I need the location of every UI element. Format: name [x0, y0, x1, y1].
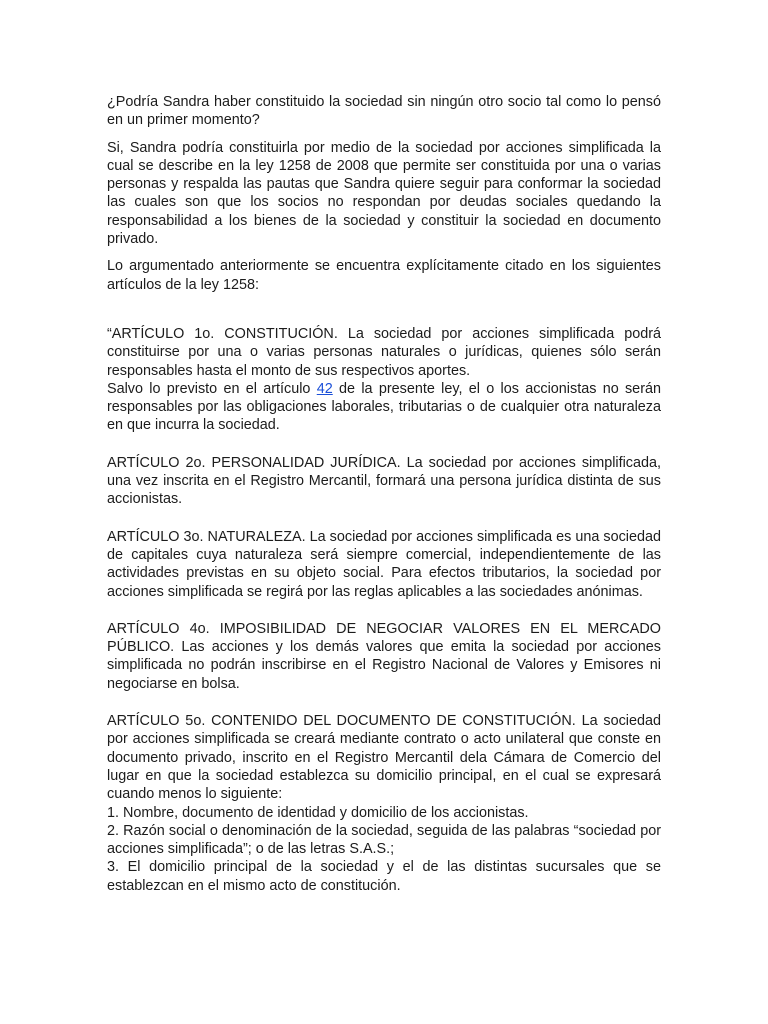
article-3: ARTÍCULO 3o. NATURALEZA. La sociedad por acciones simplificada es una sociedad de capitales cuya naturaleza será siempre comercial, independientemente de las actividades previstas en su objeto social. Para efectos tributarios, la sociedad por acciones simplificada se regirá por las reglas aplicables a las sociedades anónimas. — [107, 528, 661, 600]
article-1 — [107, 325, 661, 435]
article-5-item: 3. El domicilio principal de la sociedad y el de las distintas sucursales que se establezcan en el mismo acto de constitución. — [107, 859, 661, 894]
article-1-continuation — [107, 380, 661, 435]
article-4: ARTÍCULO 4o. IMPOSIBILIDAD DE NEGOCIAR VALORES EN EL MERCADO PÚBLICO. Las acciones y los demás valores que emita la sociedad por acciones simplificada no podrán inscribirse en el Registro Nacional de Valores y Emisores ni negociarse en bolsa. — [107, 620, 661, 692]
article-5-item: 1. Nombre, documento de identidad y domicilio de los accionistas. — [107, 804, 529, 821]
article-5 — [107, 712, 661, 895]
article-5-item: 2. Razón social o denominación de la sociedad, seguida de las palabras “sociedad por acciones simplificada”; o de las letras S.A.S.; — [107, 822, 661, 858]
question-paragraph: ¿Podría Sandra haber constituido la sociedad sin ningún otro socio tal como lo pensó en un primer momento? — [107, 94, 661, 129]
article-1-continuation-start: Salvo lo previsto en el artículo — [107, 380, 317, 397]
article-1-text: “ARTÍCULO 1o. CONSTITUCIÓN. La sociedad por acciones simplificada podrá constituirse por una o varias personas naturales o jurídicas, quienes sólo serán responsables hasta el monto de sus respectivos aportes. — [107, 325, 661, 379]
intro-paragraph: Lo argumentado anteriormente se encuentra explícitamente citado en los siguientes artículos de la ley 1258: — [107, 258, 661, 293]
document-page — [107, 93, 661, 895]
article-2: ARTÍCULO 2o. PERSONALIDAD JURÍDICA. La sociedad por acciones simplificada, una vez inscrita en el Registro Mercantil, formará una persona jurídica distinta de sus accionistas. — [107, 454, 661, 508]
article-5-text: ARTÍCULO 5o. CONTENIDO DEL DOCUMENTO DE CONSTITUCIÓN. La sociedad por acciones simplificada se creará mediante contrato o acto unilateral que conste en documento privado, inscrito en el Registro Mercantil dela Cámara de Comercio del lugar en que la sociedad establezca su domicilio principal, en el cual se expresará cuando menos lo siguiente: — [107, 713, 661, 803]
answer-paragraph: Si, Sandra podría constituirla por medio de la sociedad por acciones simplificada la cual se describe en la ley 1258 de 2008 que permite ser constituida por una o varias personas y respalda las pautas que Sandra quiere seguir para conformar la sociedad las cuales son que los socios no respondan por deudas sociales quedando la responsabilidad a los bienes de la sociedad y constituir la sociedad en documento privado. — [107, 139, 661, 248]
article-42-link[interactable]: 42 — [316, 380, 333, 397]
article-1-continuation-end: de la presente ley, el o los accionistas no serán responsables por las obligaciones laborales, tributarias o de cualquier otra naturaleza en que incurra la sociedad. — [107, 380, 661, 434]
